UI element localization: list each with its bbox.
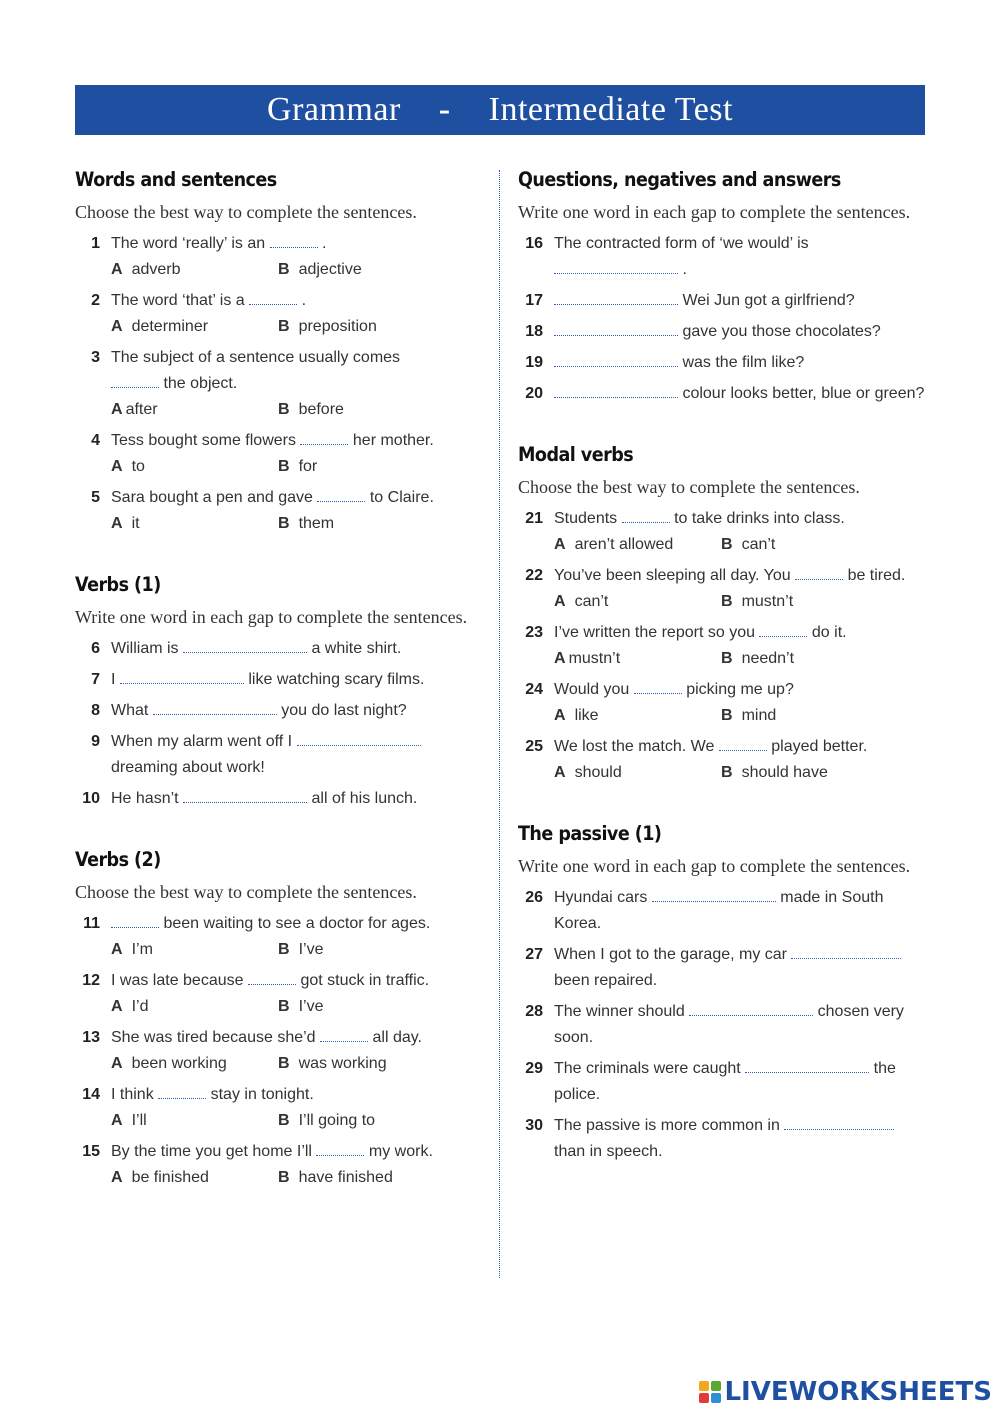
- option-a[interactable]: A mustn’t: [554, 650, 621, 667]
- answer-gap[interactable]: [249, 288, 297, 305]
- answer-gap[interactable]: [554, 257, 678, 274]
- question-number: 19: [525, 354, 543, 371]
- question-number: 15: [82, 1143, 100, 1160]
- section-instruction: Write one word in each gap to complete the sentences.: [518, 202, 911, 222]
- question-number: 11: [83, 915, 100, 932]
- question-9: [75, 729, 470, 781]
- option-b[interactable]: B I’ll going to: [278, 1112, 376, 1129]
- question-text-after: dreaming about work!: [111, 759, 265, 776]
- answer-gap[interactable]: [158, 1082, 206, 1099]
- question-text-after: be tired.: [847, 567, 906, 584]
- logo-square-icon: [711, 1393, 721, 1403]
- option-b[interactable]: B them: [278, 515, 335, 532]
- question-text: Tess bought some flowers: [111, 432, 296, 449]
- answer-gap[interactable]: [652, 885, 776, 902]
- question-text: I think: [111, 1086, 154, 1103]
- answer-gap[interactable]: [317, 485, 365, 502]
- question-text: The word ‘really’ is an: [111, 235, 266, 252]
- question-text-after: you do last night?: [281, 702, 407, 719]
- question-text-after: been repaired.: [554, 972, 658, 989]
- answer-gap[interactable]: [183, 786, 307, 803]
- option-a[interactable]: A determiner: [111, 318, 209, 335]
- question-number: 10: [82, 790, 100, 807]
- section-title: Questions, negatives and answers: [518, 168, 841, 191]
- logo-text: LIVEWORKSHEETS: [724, 1377, 992, 1407]
- left-column: [75, 168, 470, 1227]
- question-number: 13: [82, 1029, 100, 1046]
- question-text: The winner should: [554, 1003, 685, 1020]
- answer-gap[interactable]: [784, 1113, 894, 1130]
- question-text: William is: [111, 640, 179, 657]
- option-a[interactable]: A been working: [111, 1055, 227, 1072]
- question-1: [75, 231, 470, 283]
- question-number: 4: [91, 432, 100, 449]
- question-number: 28: [525, 1003, 543, 1020]
- question-text: Would you: [554, 681, 630, 698]
- question-text: The passive is more common in: [554, 1117, 780, 1134]
- question-3: [75, 345, 470, 423]
- option-b[interactable]: B was working: [278, 1055, 387, 1072]
- section-instruction: Write one word in each gap to complete the sentences.: [518, 856, 911, 876]
- question-text: Hyundai cars: [554, 889, 648, 906]
- answer-gap[interactable]: [622, 506, 670, 523]
- question-11: [75, 911, 470, 963]
- section-passive-1: [518, 822, 928, 1165]
- question-text: I was late because: [111, 972, 244, 989]
- section-words-sentences: [75, 168, 470, 537]
- question-text-after: all day.: [372, 1029, 422, 1046]
- answer-gap[interactable]: [183, 636, 307, 653]
- question-text: The contracted form of ‘we would’ is: [554, 235, 809, 252]
- question-text: He hasn’t: [111, 790, 179, 807]
- option-a[interactable]: A aren’t allowed: [554, 536, 674, 553]
- question-text-after: a white shirt.: [311, 640, 402, 657]
- section-verbs-1: [75, 573, 470, 812]
- question-number: 25: [525, 738, 543, 755]
- question-text-after: got stuck in traffic.: [300, 972, 430, 989]
- title-separator: -: [438, 91, 451, 128]
- section-verbs-2: [75, 848, 470, 1191]
- section-title: Words and sentences: [75, 168, 277, 191]
- title-bar: [75, 85, 925, 135]
- question-8: [75, 698, 470, 724]
- question-text-after: played better.: [771, 738, 868, 755]
- option-a[interactable]: A adverb: [111, 261, 181, 278]
- question-12: [75, 968, 470, 1020]
- section-title: Modal verbs: [518, 443, 634, 466]
- question-6: [75, 636, 470, 662]
- answer-gap[interactable]: [316, 1139, 364, 1156]
- option-a[interactable]: A should: [554, 764, 622, 781]
- answer-gap[interactable]: [795, 563, 843, 580]
- question-text-after: do it.: [811, 624, 847, 641]
- question-number: 3: [91, 349, 100, 366]
- question-text: I’ve written the report so you: [554, 624, 755, 641]
- option-b[interactable]: B can’t: [721, 536, 776, 553]
- question-text-after: been waiting to see a doctor for ages.: [163, 915, 431, 932]
- title-level: Intermediate Test: [488, 91, 733, 128]
- option-a[interactable]: A like: [554, 707, 599, 724]
- question-number: 9: [91, 733, 100, 750]
- question-number: 16: [525, 235, 543, 252]
- logo-square-icon: [711, 1381, 721, 1391]
- option-a[interactable]: A can’t: [554, 593, 609, 610]
- question-text-after: the police.: [554, 1060, 896, 1103]
- question-number: 6: [91, 640, 100, 657]
- section-title: Verbs (2): [75, 848, 161, 871]
- question-text-after: my work.: [368, 1143, 433, 1160]
- option-a[interactable]: A I’d: [111, 998, 149, 1015]
- question-text-after: .: [322, 235, 327, 252]
- question-text-after: Wei Jun got a girlfriend?: [682, 292, 855, 309]
- question-30: [518, 1113, 928, 1165]
- question-text: Students: [554, 510, 618, 527]
- question-7: [75, 667, 470, 693]
- option-b[interactable]: B should have: [721, 764, 828, 781]
- question-19: [518, 350, 928, 376]
- question-text: The criminals were caught: [554, 1060, 741, 1077]
- answer-gap[interactable]: [320, 1025, 368, 1042]
- question-text-after: chosen very soon.: [554, 1003, 904, 1046]
- question-number: 22: [525, 567, 543, 584]
- question-27: [518, 942, 928, 994]
- answer-gap[interactable]: [554, 319, 678, 336]
- question-text-after: to Claire.: [369, 489, 434, 506]
- option-b[interactable]: B preposition: [278, 318, 377, 335]
- answer-gap[interactable]: [689, 999, 813, 1016]
- question-number: 27: [525, 946, 543, 963]
- question-text: Sara bought a pen and gave: [111, 489, 313, 506]
- question-text: I: [111, 671, 116, 688]
- question-text: What: [111, 702, 149, 719]
- question-text-after: was the film like?: [682, 354, 805, 371]
- answer-gap[interactable]: [248, 968, 296, 985]
- option-a[interactable]: A it: [111, 515, 140, 532]
- question-number: 24: [525, 681, 543, 698]
- section-title: Verbs (1): [75, 573, 161, 596]
- question-text-after: the object.: [163, 375, 238, 392]
- question-text-after: made in South Korea.: [554, 889, 884, 932]
- question-24: [518, 677, 928, 729]
- question-10: [75, 786, 470, 812]
- question-text: She was tired because she’d: [111, 1029, 316, 1046]
- option-b[interactable]: B mind: [721, 707, 777, 724]
- question-number: 30: [525, 1117, 543, 1134]
- question-23: [518, 620, 928, 672]
- question-text-after: all of his lunch.: [311, 790, 418, 807]
- question-13: [75, 1025, 470, 1077]
- logo-square-icon: [699, 1393, 709, 1403]
- question-28: [518, 999, 928, 1051]
- option-b[interactable]: B needn’t: [721, 650, 795, 667]
- section-title: The passive (1): [518, 822, 662, 845]
- question-text: We lost the match. We: [554, 738, 715, 755]
- question-text: By the time you get home I’ll: [111, 1143, 312, 1160]
- answer-gap[interactable]: [554, 350, 678, 367]
- question-number: 20: [525, 385, 543, 402]
- section-modal-verbs: [518, 443, 928, 786]
- question-number: 21: [525, 510, 543, 527]
- option-a[interactable]: A after: [111, 401, 158, 418]
- answer-gap[interactable]: [297, 729, 421, 746]
- question-text-after: colour looks better, blue or green?: [682, 385, 925, 402]
- answer-gap[interactable]: [759, 620, 807, 637]
- column-divider: [499, 170, 500, 1278]
- question-5: [75, 485, 470, 537]
- question-number: 1: [91, 235, 100, 252]
- question-text-after: than in speech.: [554, 1143, 663, 1160]
- question-text-after: gave you those chocolates?: [682, 323, 881, 340]
- answer-gap[interactable]: [634, 677, 682, 694]
- question-text-after: .: [301, 292, 307, 309]
- option-b[interactable]: B have finished: [278, 1169, 393, 1186]
- question-25: [518, 734, 928, 786]
- question-text: The word ‘that’ is a: [111, 292, 245, 309]
- question-21: [518, 506, 928, 558]
- question-text: The subject of a sentence usually comes: [111, 349, 401, 366]
- question-20: [518, 381, 928, 407]
- answer-gap[interactable]: [719, 734, 767, 751]
- question-29: [518, 1056, 928, 1108]
- question-number: 17: [525, 292, 543, 309]
- question-text-after: to take drinks into class.: [674, 510, 845, 527]
- liveworksheets-logo: [699, 1377, 992, 1407]
- question-number: 23: [525, 624, 543, 641]
- option-b[interactable]: B I’ve: [278, 998, 324, 1015]
- answer-gap[interactable]: [554, 381, 678, 398]
- question-2: [75, 288, 470, 340]
- question-18: [518, 319, 928, 345]
- right-column: [518, 168, 928, 1201]
- question-14: [75, 1082, 470, 1134]
- question-text: You’ve been sleeping all day. You: [554, 567, 791, 584]
- option-a[interactable]: A I’ll: [111, 1112, 147, 1129]
- section-questions-negatives: [518, 168, 928, 407]
- question-number: 7: [91, 671, 100, 688]
- question-4: [75, 428, 470, 480]
- question-text-after: her mother.: [352, 432, 434, 449]
- option-a[interactable]: A I’m: [111, 941, 153, 958]
- answer-gap[interactable]: [554, 288, 678, 305]
- option-a[interactable]: A to: [111, 458, 145, 475]
- question-text: When I got to the garage, my car: [554, 946, 788, 963]
- option-b[interactable]: B adjective: [278, 261, 362, 278]
- question-15: [75, 1139, 470, 1191]
- question-number: 14: [82, 1086, 100, 1103]
- question-text-after: picking me up?: [686, 681, 794, 698]
- answer-gap[interactable]: [120, 667, 244, 684]
- question-22: [518, 563, 928, 615]
- question-number: 5: [91, 489, 100, 506]
- answer-gap[interactable]: [153, 698, 277, 715]
- question-number: 2: [91, 292, 100, 309]
- answer-gap[interactable]: [791, 942, 901, 959]
- question-text: When my alarm went off I: [111, 733, 293, 750]
- answer-gap[interactable]: [111, 911, 159, 928]
- question-text-after: .: [682, 261, 687, 278]
- option-b[interactable]: B for: [278, 458, 318, 475]
- question-number: 18: [525, 323, 543, 340]
- question-number: 29: [525, 1060, 543, 1077]
- question-17: [518, 288, 928, 314]
- question-number: 8: [91, 702, 100, 719]
- question-26: [518, 885, 928, 937]
- section-instruction: Write one word in each gap to complete the sentences.: [75, 607, 468, 627]
- logo-square-icon: [699, 1381, 709, 1391]
- option-b[interactable]: B mustn’t: [721, 593, 794, 610]
- question-16: [518, 231, 928, 283]
- answer-gap[interactable]: [111, 371, 159, 388]
- section-instruction: Choose the best way to complete the sentences.: [518, 477, 860, 497]
- title-grammar: Grammar: [267, 91, 401, 128]
- section-instruction: Choose the best way to complete the sentences.: [75, 202, 417, 222]
- question-text-after: stay in tonight.: [210, 1086, 314, 1103]
- answer-gap[interactable]: [270, 231, 318, 248]
- option-b[interactable]: B I’ve: [278, 941, 324, 958]
- liveworksheets-logo-icon: [699, 1381, 721, 1403]
- question-number: 12: [82, 972, 100, 989]
- section-instruction: Choose the best way to complete the sentences.: [75, 882, 417, 902]
- option-b[interactable]: B before: [278, 401, 344, 418]
- question-number: 26: [525, 889, 543, 906]
- question-text-after: like watching scary films.: [248, 671, 425, 688]
- answer-gap[interactable]: [745, 1056, 869, 1073]
- answer-gap[interactable]: [300, 428, 348, 445]
- option-a[interactable]: A be finished: [111, 1169, 209, 1186]
